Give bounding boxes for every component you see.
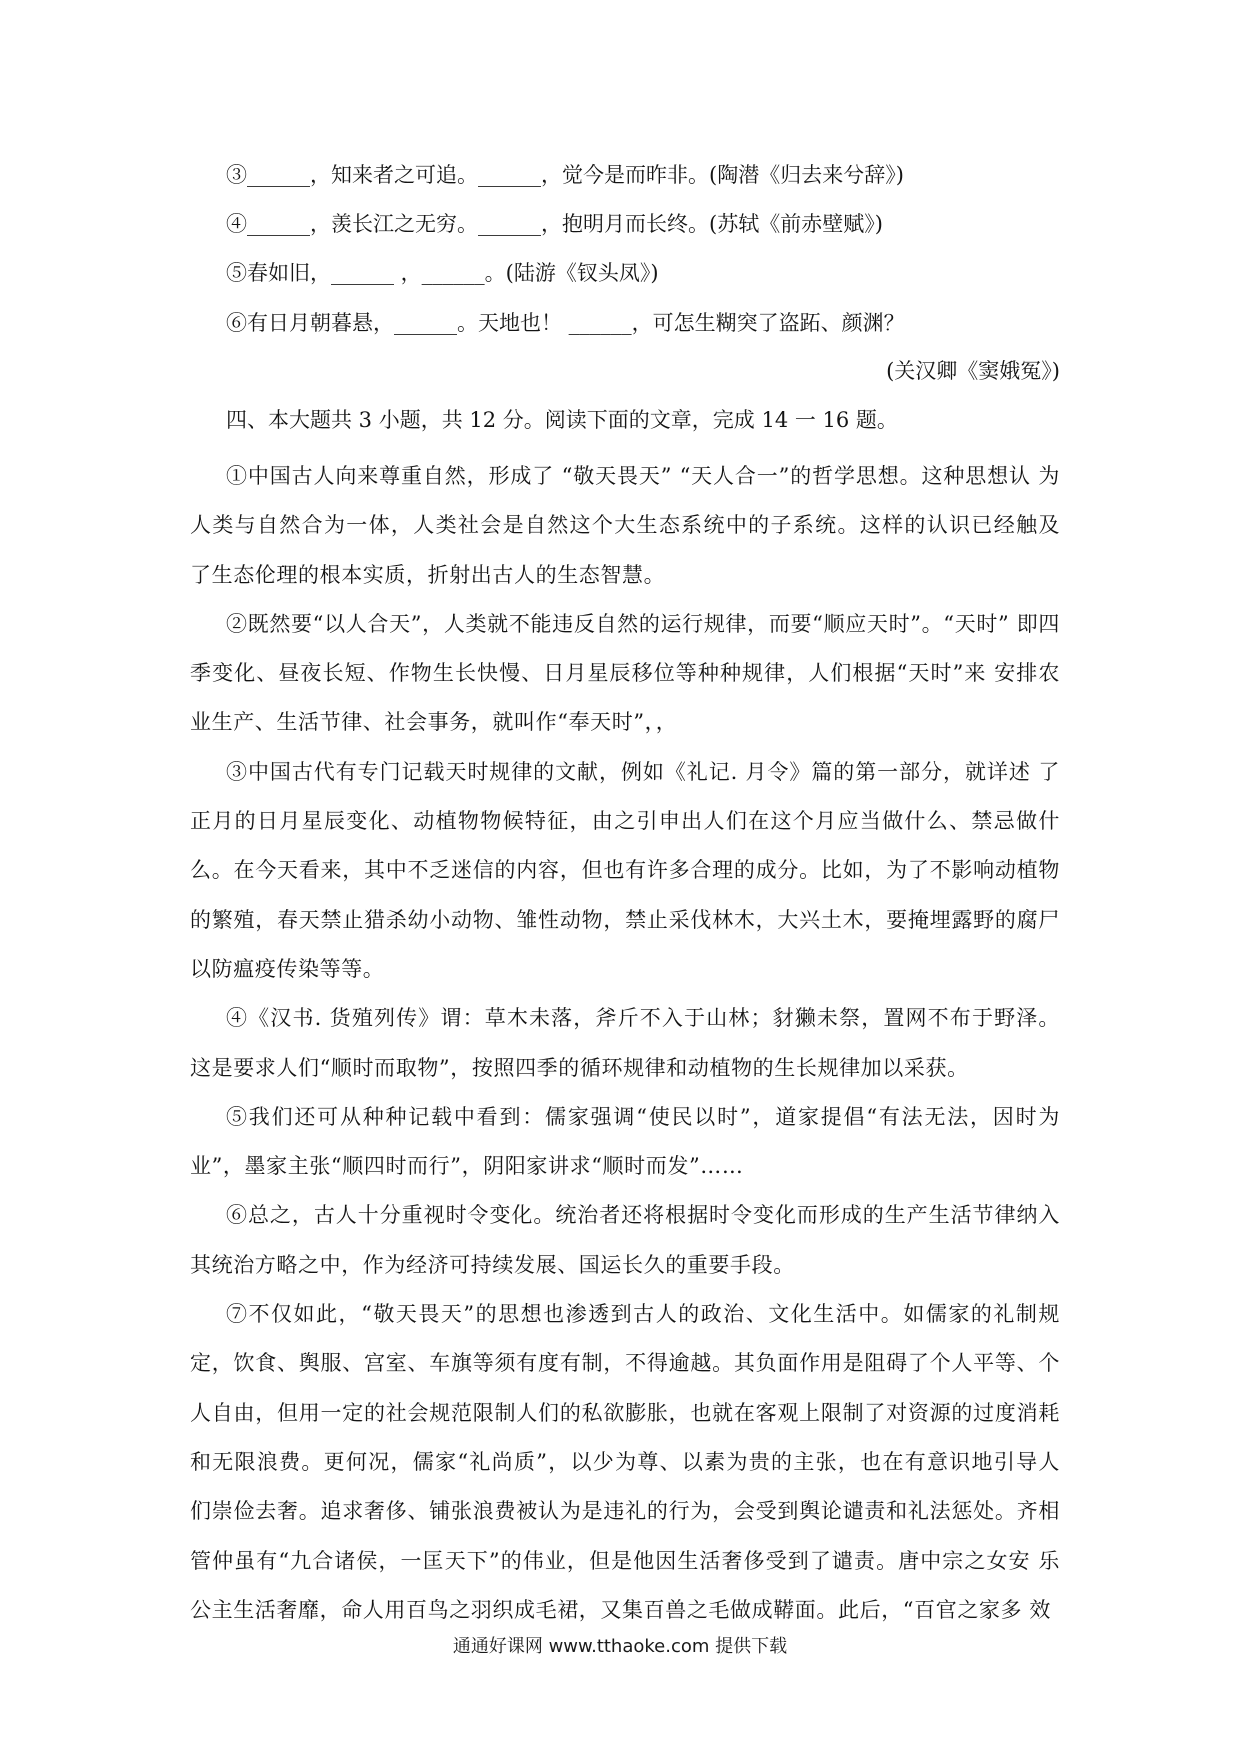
passage-paragraph: ⑤我们还可从种种记载中看到：儒家强调“使民以时”，道家提倡“有法无法，因时为 业”，墨家主张“顺四时而行”，阴阳家讲求“顺时而发”…… xyxy=(190,1104,1060,1179)
passage-paragraph: ⑦不仅如此，“敬天畏天”的思想也渗透到古人的政治、文化生活中。如儒家的礼制规 定，饮食、舆服、宫室、车旗等须有度有制，不得逾越。其负面作用是阻碍了个人平等、个 人自由，但用一定的社会规范限制人们的私欲膨胀，也就在客观上限制了对资源的过度消耗 和无限浪费。更何况，儒家“礼尚质”，以少为尊、以素为贵的主张，也在有意识地引导人 们崇俭去奢。追求奢侈、铺张浪费被认为是违礼的行为，会受到舆论谴责和礼法惩处。齐相 管仲虽有“九合诸侯，一匡天下”的伟业，但是他因生活奢侈受到了谴责。唐中宗之女安 乐公主生活奢靡，命人用百鸟之羽织成毛裙，又集百兽之毛做成鞯面。此后，“百官之家多 效 xyxy=(190,1302,1060,1622)
passage-paragraph: ⑥总之，古人十分重视时令变化。统治者还将根据时令变化而形成的生产生活节律纳入其统治方略之中，作为经济可持续发展、国运长久的重要手段。 xyxy=(190,1203,1060,1277)
fill-in-line: ④______，羡长江之无穷。______，抱明月而长终。(苏轼《前赤壁赋》) xyxy=(226,212,883,236)
passage-paragraph: ①中国古人向来尊重自然，形成了 “敬天畏天” “天人合一”的哲学思想。这种思想认 为人类与自然合为一体，人类社会是自然这个大生态系统中的子系统。这样的认识已经触及 了生态伦理的根本实质，折射出古人的生态智慧。 xyxy=(190,464,1060,587)
passage-paragraph: ④《汉书. 货殖列传》谓：草木未落，斧斤不入于山林；豺獭未祭，置网不布于野泽。 这是要求人们“顺时而取物”，按照四季的循环规律和动植物的生长规律加以采获。 xyxy=(190,1006,1060,1080)
page-footer: 通通好课网 www.tthaoke.com 提供下载 xyxy=(452,1636,788,1657)
fill-in-source: (关汉卿《窦娥冤》) xyxy=(886,359,1060,383)
section-heading: 四、本大题共 3 小题，共 12 分。阅读下面的文章，完成 14 一 16 题。 xyxy=(226,408,898,432)
passage-paragraph: ③中国古代有专门记载天时规律的文献，例如《礼记. 月令》篇的第一部分，就详述 了正月的日月星辰变化、动植物物候特征，由之引申出人们在这个月应当做什么、禁忌做什 么。在今天看来，其中不乏迷信的内容，但也有许多合理的成分。比如，为了不影响动植物 的繁殖，春天禁止猎杀幼小动物、雏性动物，禁止采伐林木，大兴土木，要掩埋露野的腐尸 以防瘟疫传染等等。 xyxy=(190,759,1060,981)
reading-passage xyxy=(0,452,1240,1635)
passage-paragraph: ②既然要“以人合天”，人类就不能违反自然的运行规律，而要“顺应天时”。“天时” 即四季变化、昼夜长短、作物生长快慢、日月星辰移位等种种规律，人们根据“天时”来 安排农业生产、生活节律、社会事务，就叫作“奉天时”，， xyxy=(190,611,1060,735)
fill-in-line: ⑤春如旧，______ ，______。(陆游《钗头凤》) xyxy=(226,261,659,285)
fill-in-line: ⑥有日月朝暮悬，______。天地也！ ______，可怎生糊突了盗跖、颜渊？ xyxy=(226,311,905,335)
fill-in-line: ③______，知来者之可追。______，觉今是而昨非。(陶潜《归去来兮辞》) xyxy=(226,163,904,187)
